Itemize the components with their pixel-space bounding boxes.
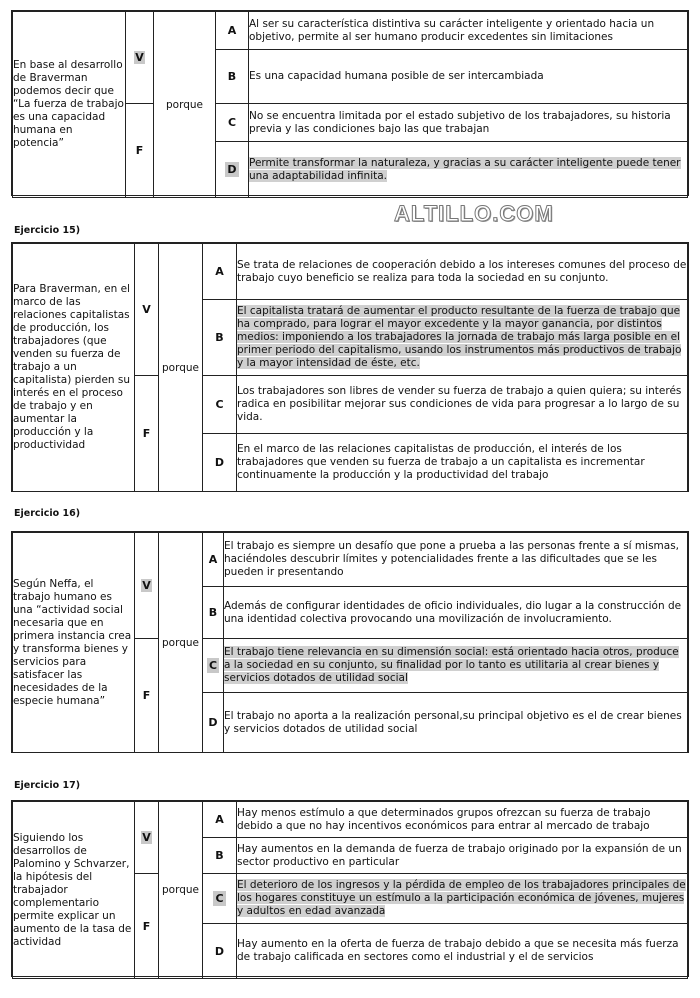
connector: porque <box>159 802 203 979</box>
option-letter-a[interactable]: A <box>203 244 237 300</box>
option-b[interactable]: Es una capacidad humana posible de ser intercambiada <box>249 50 688 104</box>
option-c[interactable]: No se encuentra limitada por el estado subjetivo de los trabajadores, su historia previa y las condiciones bajo las que trabajan <box>249 104 688 142</box>
option-a[interactable]: Al ser su característica distintiva su carácter inteligente y orientado hacia un objetivo, permite al ser humano producir excedentes sin limitaciones <box>249 12 688 50</box>
false-option[interactable]: F <box>135 376 159 492</box>
option-d[interactable]: El trabajo no aporta a la realización personal,su principal objetivo es el de crear bienes y servicios dotados de utilidad social <box>224 693 688 753</box>
connector: porque <box>159 244 203 492</box>
option-letter-c[interactable]: C <box>203 376 237 434</box>
statement: En base al desarrollo de Braverman podemos decir que “La fuerza de trabajo es una capacidad humana en potencia” <box>13 12 126 198</box>
option-b[interactable]: Hay aumentos en la demanda de fuerza de trabajo originado por la expansión de un sector productivo en particular <box>237 838 688 874</box>
false-option[interactable]: F <box>135 874 159 979</box>
option-letter-d[interactable]: D <box>203 924 237 979</box>
option-letter-d[interactable]: D <box>216 142 249 198</box>
option-letter-c[interactable]: C <box>203 874 237 924</box>
question-block-17 <box>11 800 689 977</box>
statement: Siguiendo los desarrollos de Palomino y Schvarzer, la hipótesis del trabajador complementario permite explicar un aumento de la tasa de actividad <box>13 802 135 979</box>
option-letter-b[interactable]: B <box>203 587 224 639</box>
question-block-1 <box>11 10 689 196</box>
question-block-16 <box>11 531 689 753</box>
false-option[interactable]: F <box>135 639 159 753</box>
option-letter-b[interactable]: B <box>203 300 237 376</box>
option-letter-d[interactable]: D <box>203 693 224 753</box>
option-c[interactable]: El trabajo tiene relevancia en su dimensión social: está orientado hacia otros, produce a la sociedad en su conjunto, su finalidad por lo tanto es utilitaria al crear bienes y servicios dotados de utilidad social <box>224 639 688 693</box>
option-letter-b[interactable]: B <box>216 50 249 104</box>
statement: Para Braverman, en el marco de las relaciones capitalistas de producción, los trabajadores (que venden su fuerza de trabajo a un capitalista) pierden su interés en el proceso de trabajo y en aumentar la producción y la productividad <box>13 244 135 492</box>
option-letter-a[interactable]: A <box>203 802 237 838</box>
true-option[interactable]: V <box>135 802 159 874</box>
option-letter-a[interactable]: A <box>203 533 224 587</box>
option-d[interactable]: En el marco de las relaciones capitalistas de producción, el interés de los trabajadores que venden su fuerza de trabajo a un capitalista es incrementar continuamente la producción y la productividad del trabajo <box>237 434 688 492</box>
option-letter-d[interactable]: D <box>203 434 237 492</box>
connector: porque <box>154 12 216 198</box>
false-option[interactable]: F <box>126 104 154 198</box>
true-option[interactable]: V <box>126 12 154 104</box>
option-a[interactable]: Hay menos estímulo a que determinados grupos ofrezcan su fuerza de trabajo debido a que no hay incentivos económicos para entrar al mercado de trabajo <box>237 802 688 838</box>
option-c[interactable]: Los trabajadores son libres de vender su fuerza de trabajo a quien quiera; su interés radica en posibilitar mejorar sus condiciones de vida para progresar a lo largo de su vida. <box>237 376 688 434</box>
watermark: ALTILLO.COM <box>394 201 554 226</box>
option-letter-a[interactable]: A <box>216 12 249 50</box>
question-block-15 <box>11 242 689 492</box>
option-c[interactable]: El deterioro de los ingresos y la pérdida de empleo de los trabajadores principales de los hogares constituye un estímulo a la participación económica de jóvenes, mujeres y adultos en edad avanzada <box>237 874 688 924</box>
exercise-title-15: Ejercicio 15) <box>14 225 81 236</box>
option-b[interactable]: El capitalista tratará de aumentar el producto resultante de la fuerza de trabajo que ha comprado, para lograr el mayor excedente y la mayor ganancia, por distintos medios: imponiendo a los trabajadores la jornada de trabajo más larga posible en el primer periodo del capitalismo, usando los instrumentos más productivos de trabajo y la mayor intensidad de éste, etc. <box>237 300 688 376</box>
option-a[interactable]: El trabajo es siempre un desafío que pone a prueba a las personas frente a sí mismas, haciéndoles descubrir límites y potencialidades frente a las dificultades que se les pueden ir presentando <box>224 533 688 587</box>
option-letter-b[interactable]: B <box>203 838 237 874</box>
option-letter-c[interactable]: C <box>216 104 249 142</box>
option-d[interactable]: Permite transformar la naturaleza, y gracias a su carácter inteligente puede tener una adaptabilidad infinita. <box>249 142 688 198</box>
connector: porque <box>159 533 203 753</box>
exercise-title-16: Ejercicio 16) <box>14 508 81 519</box>
option-letter-c[interactable]: C <box>203 639 224 693</box>
true-option[interactable]: V <box>135 244 159 376</box>
statement: Según Neffa, el trabajo humano es una “actividad social necesaria que en primera instancia crea y transforma bienes y servicios para satisfacer las necesidades de la especie humana” <box>13 533 135 753</box>
option-a[interactable]: Se trata de relaciones de cooperación debido a los intereses comunes del proceso de trabajo cuyo beneficio se realiza para toda la sociedad en su conjunto. <box>237 244 688 300</box>
exercise-title-17: Ejercicio 17) <box>14 780 81 791</box>
option-b[interactable]: Además de configurar identidades de oficio individuales, dio lugar a la construcción de una identidad colectiva provocando una movilización de involucramiento. <box>224 587 688 639</box>
true-option[interactable]: V <box>135 533 159 639</box>
option-d[interactable]: Hay aumento en la oferta de fuerza de trabajo debido a que se necesita más fuerza de trabajo calificada en sectores como el industrial y el de servicios <box>237 924 688 979</box>
